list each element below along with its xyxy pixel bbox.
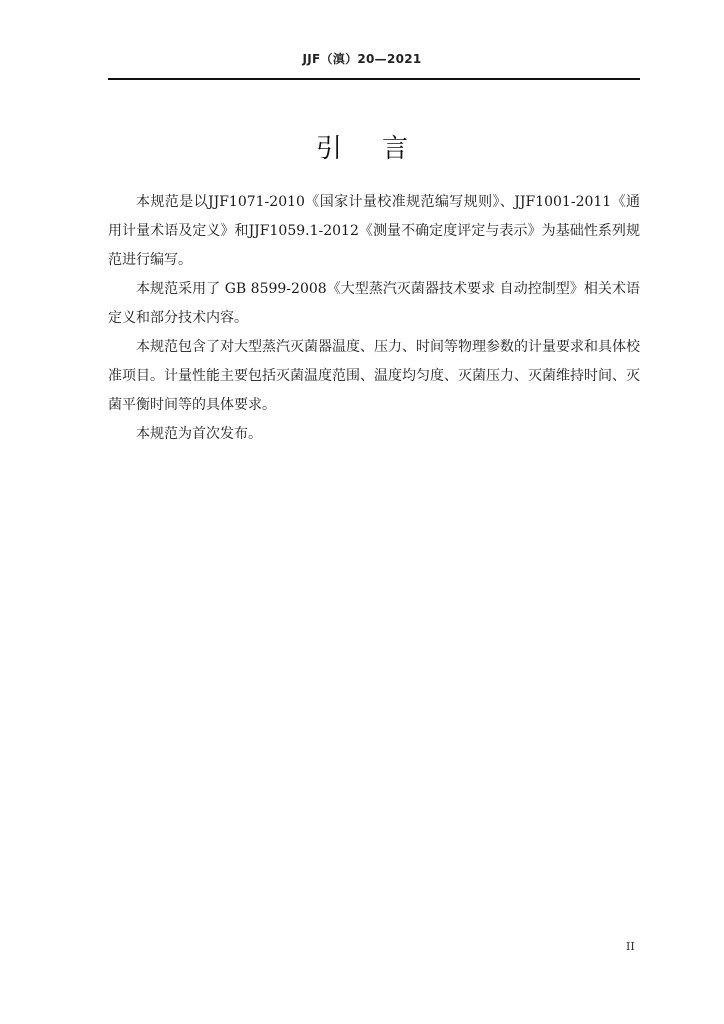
paragraph-4: 本规范为首次发布。 <box>136 426 262 442</box>
page-number: II <box>626 940 635 953</box>
paragraph-2: 本规范采用了 GB 8599-2008《大型蒸汽灭菌器技术要求 自动控制型》相关术语定义和部分技术内容。 <box>108 281 640 326</box>
page-title: 引言 <box>315 134 448 164</box>
paragraph-1: 本规范是以JJF1071-2010《国家计量校准规范编写规则》、JJF1001-2011《通用计量术语及定义》和JJF1059.1-2012《测量不确定度评定与表示》为基础性系列规范进行编写。 <box>108 194 640 268</box>
header-divider <box>108 78 640 80</box>
paragraph-3: 本规范包含了对大型蒸汽灭菌器温度、压力、时间等物理参数的计量要求和具体校准项目。计量性能主要包括灭菌温度范围、温度均匀度、灭菌压力、灭菌维持时间、灭菌平衡时间等的具体要求。 <box>108 339 640 413</box>
running-header: JJF（滇）20—2021 <box>302 52 422 66</box>
body-text <box>108 188 640 449</box>
